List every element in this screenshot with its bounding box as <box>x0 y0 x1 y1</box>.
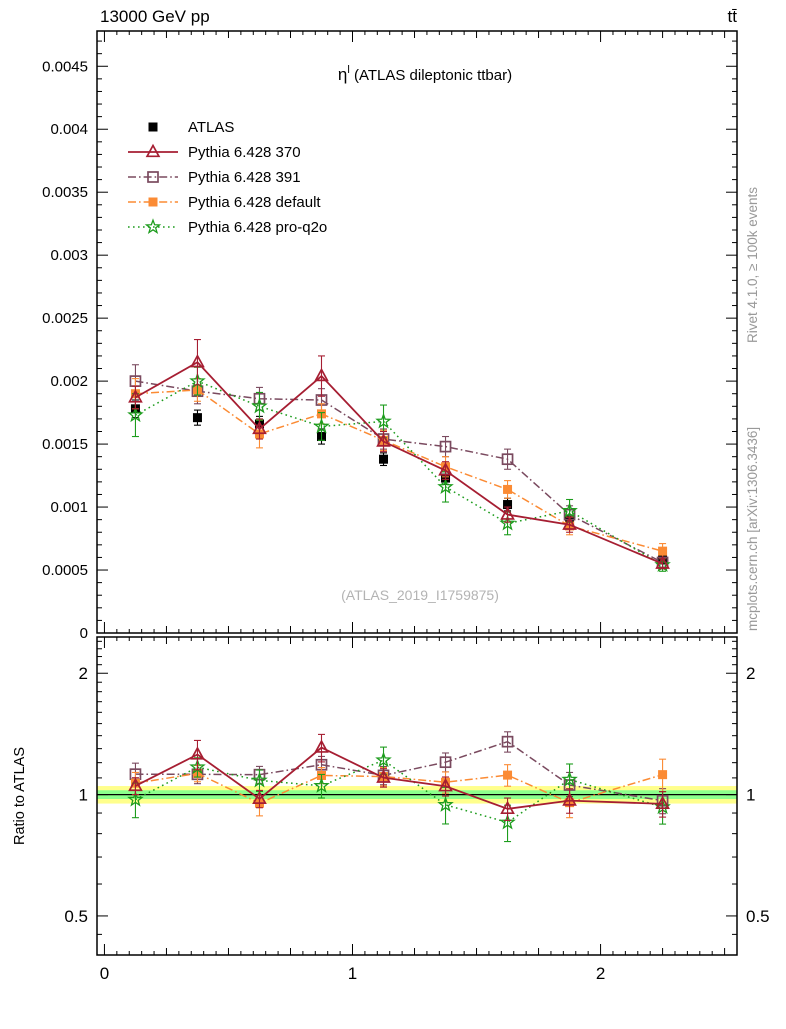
subtitle-rest: (ATLAS dileptonic ttbar) <box>349 67 513 84</box>
legend-label: Pythia 6.428 370 <box>188 144 301 161</box>
main-y-tick-label: 0.0035 <box>42 184 88 202</box>
eta-symbol: η <box>337 65 348 84</box>
ratio-y-tick-label: 2 <box>78 664 88 684</box>
credits-mcplots: mcplots.cern.ch [arXiv:1306.3436] <box>745 426 760 631</box>
legend-item-pythia-6-428-default <box>128 194 321 211</box>
main-y-tick-label: 0.001 <box>50 499 88 517</box>
x-tick-label: 2 <box>595 964 606 983</box>
plot-subtitle <box>338 64 512 84</box>
legend-item-atlas <box>149 119 235 136</box>
main-y-tick-label: 0.0005 <box>42 562 88 580</box>
title-left: 13000 GeV pp <box>100 7 210 26</box>
ratio-y-tick-label: 1 <box>78 785 88 805</box>
legend-item-pythia-6-428-391 <box>128 169 301 186</box>
series-pythia-6-428-370 <box>130 340 669 569</box>
main-panel-series <box>129 340 669 572</box>
axes-and-ticks <box>42 31 770 983</box>
ratio-reference-band <box>97 786 737 804</box>
legend-label: Pythia 6.428 pro-q2o <box>188 219 328 236</box>
legend-label: Pythia 6.428 391 <box>188 169 301 186</box>
ratio-y-tick-label-right: 0.5 <box>746 906 770 926</box>
main-y-tick-label: 0.004 <box>50 121 88 139</box>
main-y-tick-label: 0.0025 <box>42 310 88 328</box>
legend-label: ATLAS <box>188 119 235 136</box>
eta-superscript: l <box>347 64 350 76</box>
ratio-axis-title: Ratio to ATLAS <box>12 746 28 846</box>
ratio-y-tick-label-right: 1 <box>746 785 756 805</box>
watermark-analysis-id: (ATLAS_2019_I1759875) <box>341 587 499 603</box>
x-tick-label: 1 <box>347 964 358 983</box>
series-pythia-6-428-pro-q2o <box>129 367 669 571</box>
main-y-tick-label: 0.0015 <box>42 436 88 454</box>
legend <box>128 119 327 236</box>
title-right: tt̄ <box>727 7 737 26</box>
ratio-y-tick-label: 0.5 <box>64 906 88 926</box>
main-y-tick-label: 0.0045 <box>42 58 88 76</box>
main-y-tick-label: 0 <box>79 625 88 642</box>
main-y-tick-label: 0.003 <box>50 247 88 265</box>
main-y-tick-label: 0.002 <box>50 373 88 391</box>
legend-item-pythia-6-428-pro-q2o <box>128 219 327 236</box>
credits-rivet: Rivet 4.1.0, ≥ 100k events <box>745 187 760 343</box>
legend-item-pythia-6-428-370 <box>128 144 301 161</box>
series-atlas <box>131 400 667 564</box>
ratio-y-tick-label-right: 2 <box>746 664 756 684</box>
x-tick-label: 0 <box>99 964 110 983</box>
legend-label: Pythia 6.428 default <box>188 194 321 211</box>
series-pythia-6-428-391 <box>130 365 667 568</box>
